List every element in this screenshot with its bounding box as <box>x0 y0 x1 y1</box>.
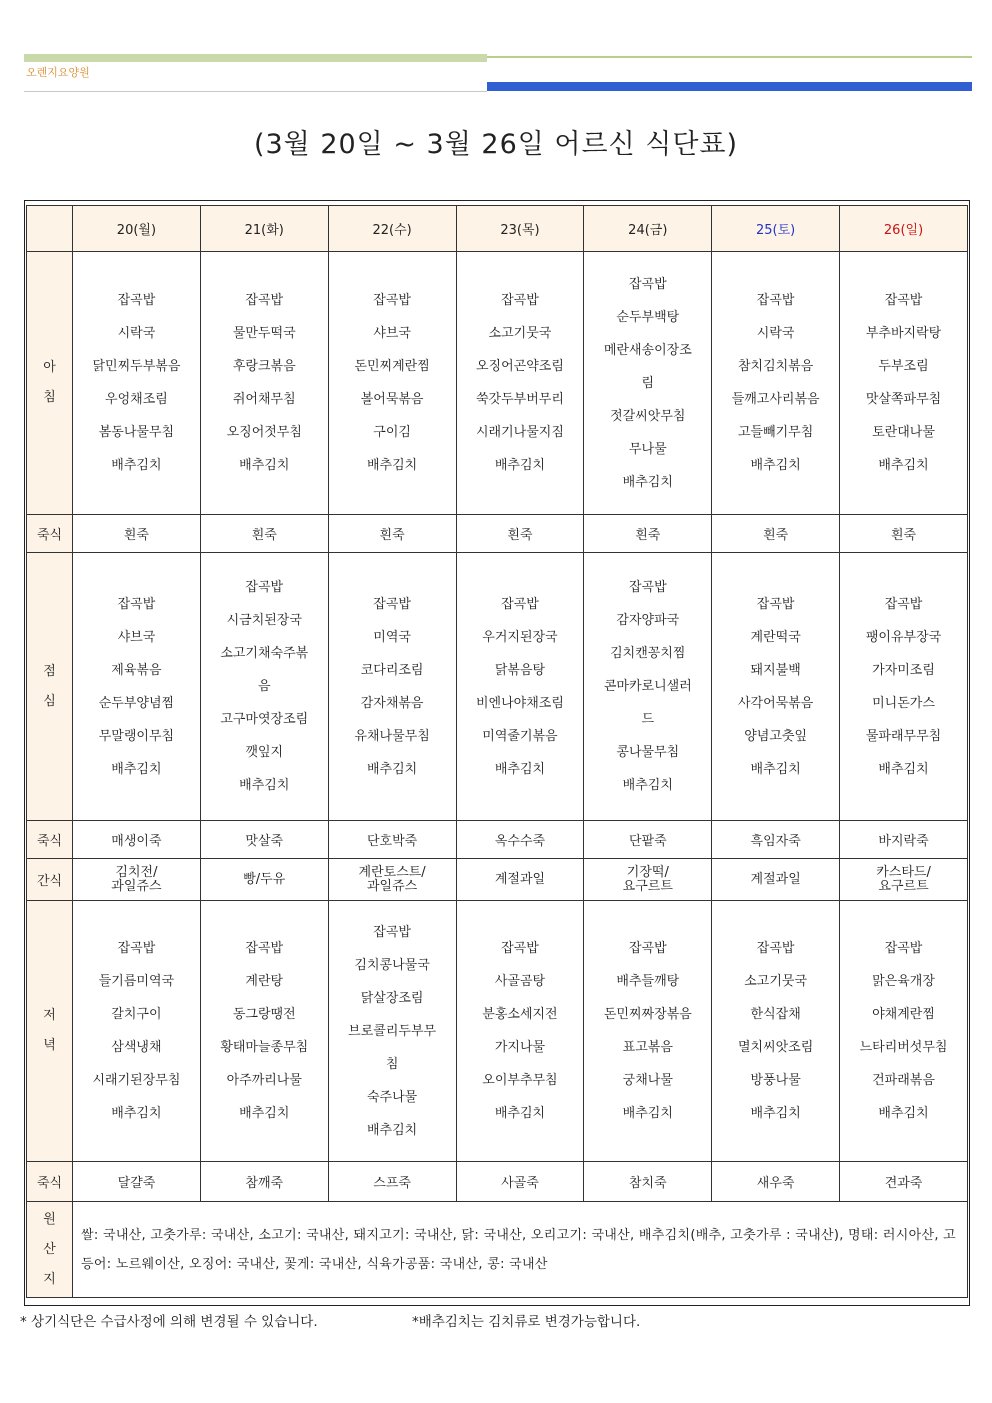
menu-item: 미역줄기볶음 <box>482 728 558 744</box>
menu-item: 돼지불백 <box>750 662 801 678</box>
menu-item: 잡곡밥 <box>373 293 411 308</box>
menu-item: 아주까리나물 <box>226 1073 302 1088</box>
snack-item: 카스타드/ <box>876 864 931 880</box>
lunch-cell <box>456 553 584 821</box>
menu-item: 방풍나물 <box>750 1073 801 1088</box>
lunch-label: 점 심 <box>27 553 73 821</box>
breakfast-cell <box>328 252 456 515</box>
menu-item: 감자채볶음 <box>360 695 424 711</box>
menu-item: 오징어젓무침 <box>226 425 302 440</box>
menu-item: 잡곡밥 <box>884 293 923 308</box>
menu-item: 배추김치 <box>494 761 546 777</box>
menu-item: 음 <box>257 679 271 694</box>
menu-item: 표고볶음 <box>622 1040 673 1055</box>
breakfast-porridge-cell: 흰죽 <box>712 515 840 553</box>
dinner-cell <box>328 901 456 1162</box>
day-header: 21(화) <box>200 206 328 252</box>
menu-item: 잡곡밥 <box>628 580 667 595</box>
dinner-porridge-cell: 새우죽 <box>712 1162 840 1202</box>
lunch-porridge-cell: 매생이죽 <box>73 821 201 859</box>
menu-item: 들깨고사리볶음 <box>731 392 820 407</box>
menu-item: 두부조림 <box>878 359 929 374</box>
dinner-cell <box>456 901 584 1162</box>
menu-item: 순두부양념찜 <box>98 695 175 711</box>
menu-item: 배추김치 <box>494 458 546 473</box>
menu-item: 배추김치 <box>878 761 929 777</box>
menu-item: 궁채나물 <box>622 1073 673 1088</box>
breakfast-cell <box>73 252 201 515</box>
menu-item: 배추김치 <box>239 458 290 473</box>
day-header: 23(목) <box>456 206 584 252</box>
origin-label: 원 산 지 <box>27 1202 73 1298</box>
menu-item: 닭살장조림 <box>360 990 424 1006</box>
menu-item: 계란탕 <box>245 974 284 989</box>
menu-item: 닭민찌두부볶음 <box>92 359 181 374</box>
menu-item: 야채계란찜 <box>872 1007 935 1022</box>
snack-cell <box>840 859 968 901</box>
lunch-porridge-cell: 맛살죽 <box>200 821 328 859</box>
snack-cell <box>712 859 840 901</box>
dinner-row <box>27 901 968 1162</box>
menu-item: 드 <box>641 712 655 727</box>
menu-item: 콘마카로니샐러 <box>603 679 692 694</box>
lunch-cell <box>712 553 840 821</box>
snack-cell <box>200 859 328 901</box>
menu-item: 배추김치 <box>750 761 801 777</box>
lunch-cell <box>73 553 201 821</box>
menu-item: 순두부백탕 <box>616 309 680 325</box>
menu-item: 물파래무무침 <box>865 728 942 744</box>
day-header: 24(금) <box>584 206 712 252</box>
menu-item: 배추김치 <box>622 474 673 490</box>
menu-item: 볼어묵볶음 <box>360 392 424 407</box>
snack-item: 계란토스트/ <box>358 864 426 880</box>
menu-item: 우엉채조림 <box>105 392 168 407</box>
menu-item: 잡곡밥 <box>245 293 284 308</box>
menu-item: 샤브국 <box>117 629 156 645</box>
breakfast-row <box>27 252 968 515</box>
breakfast-porridge-cell: 흰죽 <box>840 515 968 553</box>
dinner-porridge-cell: 사골죽 <box>456 1162 584 1202</box>
menu-item: 잡곡밥 <box>501 293 539 308</box>
menu-item: 소고기뭇국 <box>488 326 552 341</box>
header-green-bar <box>24 54 487 62</box>
menu-item: 우거지된장국 <box>482 629 558 645</box>
menu-item: 감자양파국 <box>616 613 680 628</box>
menu-item: 후랑크볶음 <box>232 359 296 374</box>
lunch-cell <box>328 553 456 821</box>
dinner-porridge-cell: 스프죽 <box>328 1162 456 1202</box>
snack-item: 김치전/ <box>115 864 158 880</box>
dinner-porridge-cell: 참치죽 <box>584 1162 712 1202</box>
snack-item: 계절과일 <box>494 871 546 887</box>
menu-item: 잡곡밥 <box>245 580 284 595</box>
breakfast-cell <box>840 252 968 515</box>
snack-item: 과일쥬스 <box>366 878 418 894</box>
menu-item: 계란떡국 <box>750 629 801 645</box>
menu-item: 잡곡밥 <box>884 941 923 956</box>
menu-item: 가지나물 <box>494 1040 546 1055</box>
lunch-porridge-row <box>27 821 968 859</box>
lunch-porridge-cell: 바지락죽 <box>840 821 968 859</box>
menu-item: 브로콜리두부무 <box>348 1023 437 1039</box>
menu-item: 삼색냉채 <box>111 1040 162 1055</box>
breakfast-cell <box>584 252 712 515</box>
menu-item: 오징어곤약조림 <box>476 359 564 374</box>
menu-item: 젓갈씨앗무침 <box>610 408 686 424</box>
dinner-cell <box>712 901 840 1162</box>
menu-item: 한식잡채 <box>750 1007 801 1022</box>
menu-item: 배추김치 <box>750 1106 801 1121</box>
menu-item: 맛살쪽파무침 <box>865 392 942 407</box>
dinner-porridge-cell: 견과죽 <box>840 1162 968 1202</box>
dinner-label: 저 녁 <box>27 901 73 1162</box>
menu-item: 유채나물무침 <box>354 728 430 744</box>
menu-item: 김치콩나물국 <box>354 957 430 973</box>
day-header: 20(월) <box>73 206 201 252</box>
porridge-label: 죽식 <box>27 515 73 553</box>
lunch-cell <box>840 553 968 821</box>
page-title: (3월 20일 ~ 3월 26일 어르신 식단표) <box>253 129 739 160</box>
header-blue-bar <box>487 82 972 91</box>
menu-item: 느타리버섯무침 <box>859 1040 948 1055</box>
menu-item: 오이부추무침 <box>482 1073 558 1088</box>
snack-row <box>27 859 968 901</box>
menu-item: 코다리조림 <box>360 662 424 678</box>
menu-item: 잡곡밥 <box>245 941 284 956</box>
menu-item: 시금치된장국 <box>226 613 302 628</box>
breakfast-porridge-cell: 흰죽 <box>200 515 328 553</box>
menu-item: 김치캔꽁치찜 <box>610 646 686 661</box>
menu-item: 잡곡밥 <box>628 941 667 956</box>
breakfast-porridge-row <box>27 515 968 553</box>
menu-item: 무나물 <box>628 441 667 457</box>
snack-item: 요구르트 <box>622 878 673 894</box>
snack-item: 계절과일 <box>750 871 801 887</box>
menu-item: 배추김치 <box>878 458 929 473</box>
menu-item: 잡곡밥 <box>756 596 795 612</box>
menu-item: 멸치씨앗조림 <box>737 1040 814 1055</box>
menu-item: 양념고춧잎 <box>744 728 808 744</box>
snack-label: 간식 <box>27 859 73 901</box>
menu-item: 맑은육개장 <box>872 974 935 989</box>
breakfast-label: 아 침 <box>27 252 73 515</box>
note-supply: * 상기식단은 수급사정에 의해 변경될 수 있습니다. <box>20 1314 318 1330</box>
menu-item: 배추김치 <box>494 1106 546 1121</box>
menu-item: 시락국 <box>117 326 156 341</box>
origin-text: 쌀: 국내산, 고춧가루: 국내산, 소고기: 국내산, 돼지고기: 국내산, 닭: 국내산, 오리고기: 국내산, 배추김치(배추, 고춧가루 : 국내산), 명태: 러시아산, 고등어: 노르웨이산, 오징어: 국내산, 꽃게: 국내산, 식육가공품: 국내산, 콩: 국내산 <box>73 1202 968 1298</box>
menu-item: 물만두떡국 <box>232 326 296 341</box>
menu-item: 잡곡밥 <box>756 941 795 956</box>
menu-item: 잡곡밥 <box>117 293 156 308</box>
dinner-porridge-cell: 참깨죽 <box>200 1162 328 1202</box>
day-header-row <box>27 206 968 252</box>
menu-item: 구이김 <box>373 425 411 440</box>
snack-cell <box>456 859 584 901</box>
menu-item: 사각어묵볶음 <box>737 695 814 711</box>
menu-item: 돈민찌짜장볶음 <box>603 1007 692 1022</box>
menu-item: 고들빼기무침 <box>737 425 814 440</box>
lunch-porridge-cell: 옥수수죽 <box>456 821 584 859</box>
menu-item: 시래기나물지짐 <box>476 425 564 440</box>
menu-item: 시락국 <box>756 326 795 341</box>
menu-item: 샤브국 <box>373 326 411 341</box>
porridge-label: 죽식 <box>27 1162 73 1202</box>
menu-item: 고구마엿장조림 <box>220 712 309 727</box>
org-name: 오렌지요양원 <box>26 66 90 79</box>
menu-item: 제육볶음 <box>111 662 162 678</box>
menu-item: 부추바지락탕 <box>865 326 942 341</box>
snack-cell <box>328 859 456 901</box>
menu-item: 시래기된장무침 <box>92 1073 181 1088</box>
breakfast-porridge-cell: 흰죽 <box>73 515 201 553</box>
dinner-porridge-row <box>27 1162 968 1202</box>
menu-item: 들기름미역국 <box>98 974 175 989</box>
snack-item: 요구르트 <box>878 878 929 894</box>
menu-item: 배추김치 <box>239 778 290 793</box>
menu-item: 배추김치 <box>239 1106 290 1121</box>
menu-item: 숙주나물 <box>366 1089 418 1105</box>
menu-item: 건파래볶음 <box>872 1073 935 1088</box>
menu-item: 참치김치볶음 <box>737 359 814 374</box>
menu-item: 배추김치 <box>111 458 162 473</box>
menu-item: 토란대나물 <box>872 425 935 440</box>
snack-item: 과일쥬스 <box>111 878 162 894</box>
menu-item: 가자미조림 <box>872 662 935 678</box>
menu-item: 팽이유부장국 <box>865 629 942 645</box>
menu-item: 봄동나물무침 <box>98 425 175 440</box>
menu-item: 잡곡밥 <box>628 276 667 292</box>
menu-item: 배추김치 <box>622 1106 673 1121</box>
menu-item: 미역국 <box>373 629 411 645</box>
lunch-porridge-cell: 흑임자죽 <box>712 821 840 859</box>
corner-cell <box>27 206 73 252</box>
menu-item: 배추김치 <box>111 1106 162 1121</box>
menu-table <box>26 205 968 1298</box>
origin-row <box>27 1202 968 1298</box>
menu-item: 닭볶음탕 <box>494 662 546 678</box>
menu-item: 배추김치 <box>878 1106 929 1121</box>
dinner-cell <box>73 901 201 1162</box>
menu-item: 동그랑땡전 <box>232 1007 296 1022</box>
menu-item: 잡곡밥 <box>756 293 795 308</box>
dinner-cell <box>840 901 968 1162</box>
note-kimchi: *배추김치는 김치류로 변경가능합니다. <box>412 1314 641 1330</box>
day-header: 26(일) <box>840 206 968 252</box>
menu-item: 배추김치 <box>622 778 673 793</box>
menu-item: 잡곡밥 <box>884 596 923 612</box>
menu-item: 배추김치 <box>366 458 418 473</box>
menu-item: 배추김치 <box>111 761 162 777</box>
snack-item: 기장떡/ <box>626 864 669 880</box>
breakfast-porridge-cell: 흰죽 <box>584 515 712 553</box>
menu-item: 소고기채숙주볶 <box>220 646 309 661</box>
menu-item: 배추김치 <box>366 761 418 777</box>
breakfast-porridge-cell: 흰죽 <box>456 515 584 553</box>
breakfast-porridge-cell: 흰죽 <box>328 515 456 553</box>
menu-item: 잡곡밥 <box>373 924 411 940</box>
breakfast-cell <box>712 252 840 515</box>
day-header: 22(수) <box>328 206 456 252</box>
menu-item: 잡곡밥 <box>373 596 411 612</box>
menu-item: 돈민찌계란찜 <box>354 359 430 374</box>
menu-item: 배추김치 <box>366 1122 418 1138</box>
lunch-porridge-cell: 단팥죽 <box>584 821 712 859</box>
lunch-row <box>27 553 968 821</box>
menu-item: 콩나물무침 <box>616 745 680 760</box>
menu-item: 비엔나야채조림 <box>476 695 564 711</box>
lunch-cell <box>200 553 328 821</box>
menu-item: 무말랭이무침 <box>98 728 175 744</box>
day-header: 25(토) <box>712 206 840 252</box>
menu-item: 분홍소세지전 <box>482 1007 558 1022</box>
menu-item: 깻잎지 <box>245 745 284 760</box>
menu-item: 배추김치 <box>750 458 801 473</box>
snack-cell <box>584 859 712 901</box>
menu-item: 갈치구이 <box>111 1007 162 1022</box>
menu-item: 잡곡밥 <box>117 941 156 956</box>
menu-item: 침 <box>385 1056 399 1072</box>
menu-item: 메란새송이장조 <box>603 342 692 358</box>
menu-item: 잡곡밥 <box>501 941 539 956</box>
menu-item: 배추들깨탕 <box>616 974 680 989</box>
menu-item: 미니돈가스 <box>872 695 935 711</box>
header-separator <box>24 91 487 92</box>
porridge-label: 죽식 <box>27 821 73 859</box>
dinner-cell <box>200 901 328 1162</box>
breakfast-cell <box>200 252 328 515</box>
breakfast-cell <box>456 252 584 515</box>
menu-item: 황태마늘종무침 <box>220 1040 309 1055</box>
menu-item: 쑥갓두부버무리 <box>476 392 564 407</box>
header-green-line <box>487 56 972 58</box>
snack-cell <box>73 859 201 901</box>
dinner-porridge-cell: 달걀죽 <box>73 1162 201 1202</box>
menu-item: 잡곡밥 <box>501 596 539 612</box>
menu-item: 사골곰탕 <box>494 974 546 989</box>
dinner-cell <box>584 901 712 1162</box>
snack-item: 빵/두유 <box>243 871 286 887</box>
menu-item: 잡곡밥 <box>117 596 156 612</box>
lunch-cell <box>584 553 712 821</box>
menu-item: 림 <box>641 375 655 391</box>
menu-item: 소고기뭇국 <box>744 974 808 989</box>
lunch-porridge-cell: 단호박죽 <box>328 821 456 859</box>
menu-item: 쥐어채무침 <box>232 392 296 407</box>
